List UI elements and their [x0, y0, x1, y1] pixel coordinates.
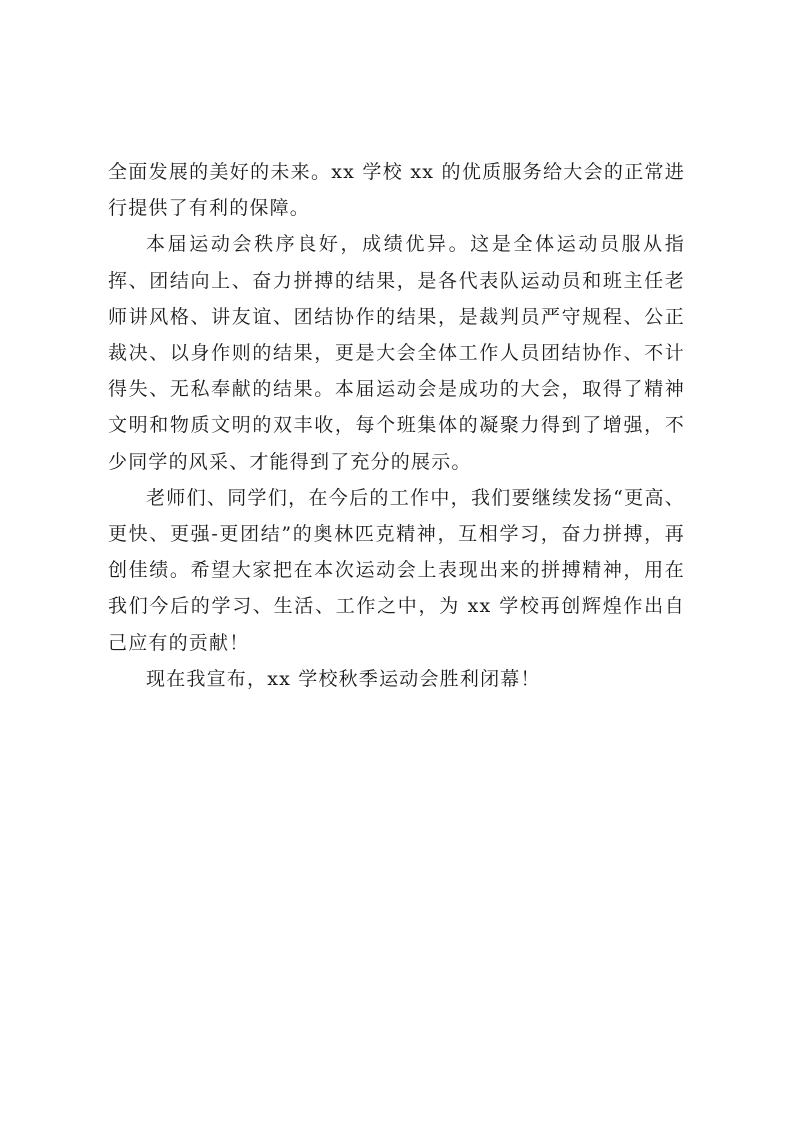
- paragraph-meeting-results: 本届运动会秩序良好，成绩优异。这是全体运动员服从指挥、团结向上、奋力拼搏的结果，是各代表队运动员和班主任老师讲风格、讲友谊、团结协作的结果，是裁判员严守规程、公正裁决、以身作则的结果，更是大会全体工作人员团结协作、不计得失、无私奉献的结果。本届运动会是成功的大会，取得了精神文明和物质文明的双丰收，每个班集体的凝聚力得到了增强，不少同学的风采、才能得到了充分的展示。: [108, 233, 685, 473]
- paragraph-closing-declaration: 现在我宣布，xx 学校秋季运动会胜利闭幕！: [146, 667, 541, 690]
- paragraph-appeal: 老师们、同学们，在今后的工作中，我们要继续发扬“更高、更快、更强-更团结”的奥林匹克精神，互相学习，奋力拼搏，再创佳绩。希望大家把在本次运动会上表现出来的拼搏精神，用在我们今后的学习、生活、工作之中，为 xx 学校再创辉煌作出自己应有的贡献！: [108, 486, 685, 654]
- document-body: [108, 154, 685, 697]
- paragraph-continued-intro: 全面发展的美好的未来。xx 学校 xx 的优质服务给大会的正常进行提供了有利的保障。: [108, 161, 685, 220]
